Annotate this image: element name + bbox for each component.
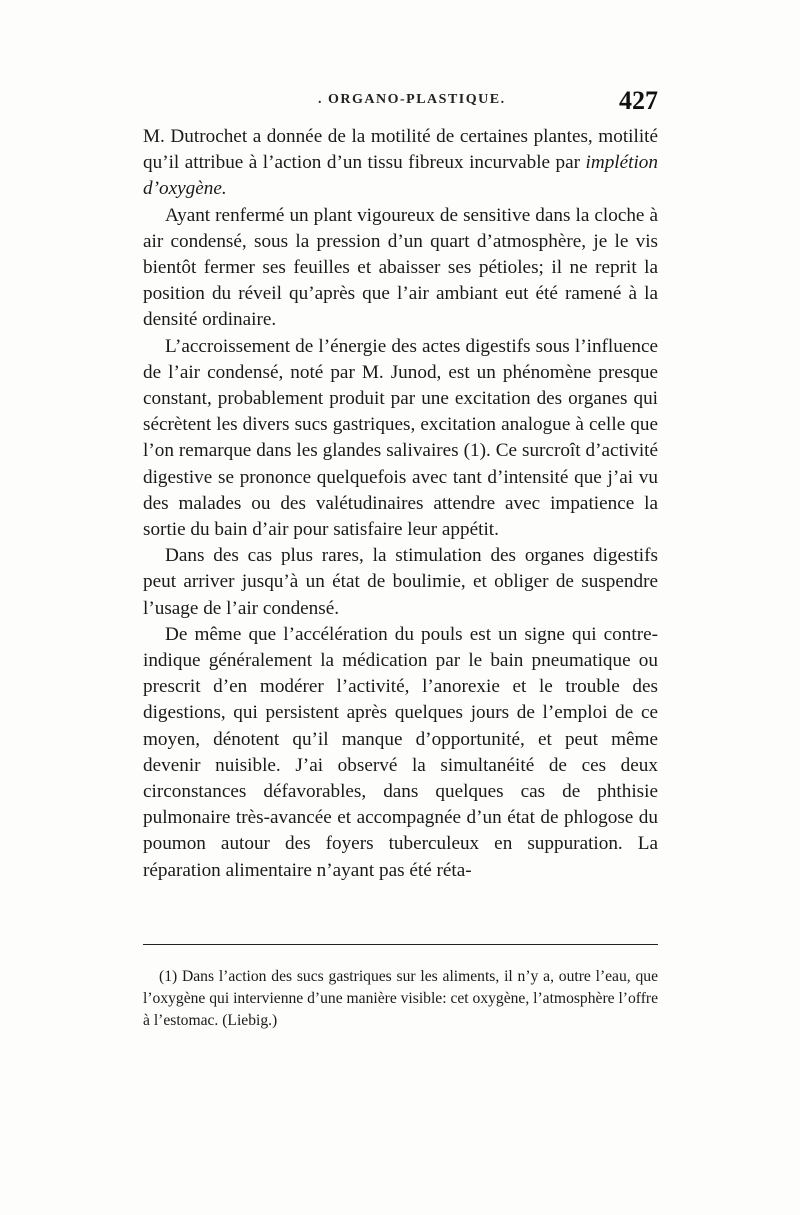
main-text <box>143 124 658 884</box>
paragraph-2: Ayant renfermé un plant vigoureux de sensitive dans la cloche à air condensé, sous la pression d’un quart d’atmosphère, je le vis bientôt fermer ses feuilles et abaisser ses pétioles; il ne reprit la position du réveil qu’après que l’air ambiant eut été ramené à la densité ordinaire. <box>143 204 658 331</box>
running-title: . ORGANO-PLASTIQUE. <box>318 92 506 107</box>
page-number: 427 <box>619 86 658 115</box>
paragraph-1 <box>143 124 658 203</box>
footnote-text: (1) Dans l’action des sucs gastriques sur les aliments, il n’y a, outre l’eau, que l’oxygène qui intervienne d’une manière visible: cet oxygène, l’atmosphère l’offre à l’estomac. (Liebig.) <box>143 968 658 1029</box>
page-header <box>143 86 658 126</box>
paragraph-4: Dans des cas plus rares, la stimulation des organes digestifs peut arriver jusqu’à un état de boulimie, et obliger de suspendre l’usage de l’air condensé. <box>143 545 658 619</box>
paragraph-5: De même que l’accélération du pouls est un signe qui contre-indique généralement la médication par le bain pneumatique ou prescrit d’en modérer l’activité, l’anorexie et le trouble des digestions, qui persistent après quelques jours de l’emploi de ce moyen, dénotent qu’il manque d’opportunité, et peut même devenir nuisible. J’ai observé la simultanéité de ces deux circonstances défavorables, dans quelques cas de phthisie pulmonaire très-avancée et accompagnée d’un état de phlogose du poumon autour des foyers tuberculeux en suppuration. La réparation alimentaire n’ayant pas été réta- <box>143 623 658 881</box>
paragraph-1-italic: implétion d’oxygène. <box>143 152 658 200</box>
footnote-rule <box>143 944 658 945</box>
paragraph-1-text: M. Dutrochet a donnée de la motilité de certaines plantes, motilité qu’il attribue à l’action d’un tissu fibreux incurvable par <box>143 126 658 174</box>
footnote <box>143 966 658 1032</box>
paragraph-3: L’accroissement de l’énergie des actes digestifs sous l’influence de l’air condensé, noté par M. Junod, est un phénomène presque constant, probablement produit par une excitation des organes qui sécrètent les divers sucs gastriques, excitation analogue à celle que l’on remarque dans les glandes salivaires (1). Ce surcroît d’activité digestive se prononce quelquefois avec tant d’intensité que j’ai vu des malades ou des valétudinaires attendre avec impatience la sortie du bain d’air pour satisfaire leur appétit. <box>143 335 658 541</box>
